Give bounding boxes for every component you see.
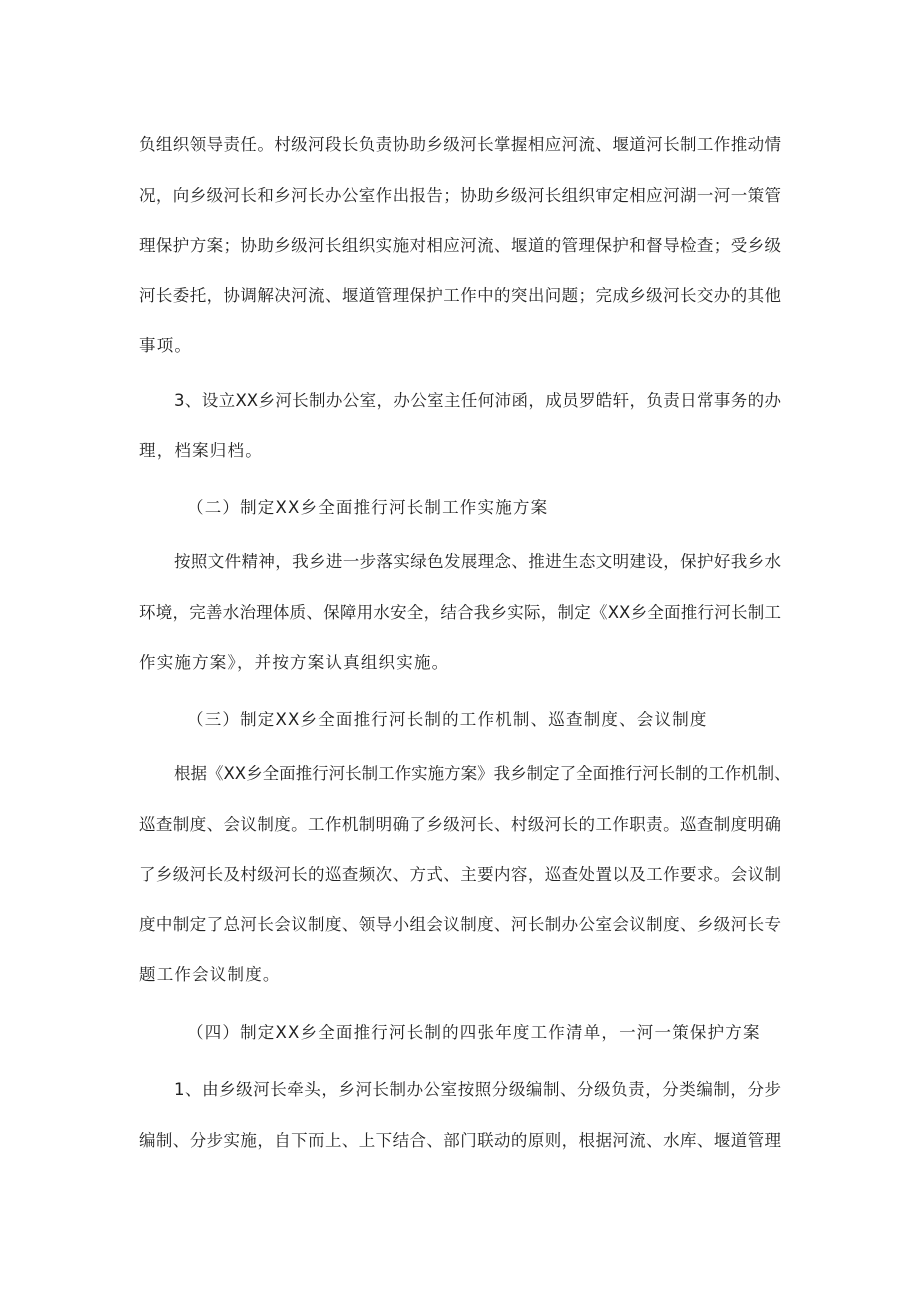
paragraph-line: 度中制定了总河长会议制度、领导小组会议制度、河长制办公室会议制度、乡级河长专 <box>139 915 781 934</box>
paragraph-line: 巡查制度、会议制度。工作机制明确了乡级河长、村级河长的工作职责。巡查制度明确 <box>139 815 781 834</box>
paragraph-line: 根据《XX乡全面推行河长制工作实施方案》我乡制定了全面推行河长制的工作机制、 <box>174 764 791 783</box>
section-heading: （二）制定XX乡全面推行河长制工作实施方案 <box>187 498 549 517</box>
paragraph-line: 按照文件精神，我乡进一步落实绿色发展理念、推进生态文明建设，保护好我乡水 <box>174 552 781 571</box>
paragraph-line: 河长委托，协调解决河流、堰道管理保护工作中的突出问题；完成乡级河长交办的其他 <box>139 286 781 305</box>
paragraph-line: 况，向乡级河长和乡河长办公室作出报告；协助乡级河长组织审定相应河湖一河一策管 <box>139 186 781 205</box>
section-heading: （四）制定XX乡全面推行河长制的四张年度工作清单，一河一策保护方案 <box>187 1023 761 1042</box>
paragraph-line: 事项。 <box>139 336 193 355</box>
paragraph-line: 环境，完善水治理体质、保障用水安全，结合我乡实际，制定《XX乡全面推行河长制工 <box>139 603 781 622</box>
paragraph-line: 1、由乡级河长牵头，乡河长制办公室按照分级编制、分级负责，分类编制，分步 <box>174 1080 781 1099</box>
paragraph-line: 编制、分步实施，自下而上、上下结合、部门联动的原则，根据河流、水库、堰道管理 <box>139 1131 781 1150</box>
paragraph-line: 3、设立XX乡河长制办公室，办公室主任何沛函，成员罗皓轩，负责日常事务的办 <box>174 391 781 410</box>
section-heading: （三）制定XX乡全面推行河长制的工作机制、巡查制度、会议制度 <box>187 710 708 729</box>
paragraph-line: 理保护方案；协助乡级河长组织实施对相应河流、堰道的管理保护和督导检查；受乡级 <box>139 236 781 255</box>
paragraph-line: 了乡级河长及村级河长的巡查频次、方式、主要内容，巡查处置以及工作要求。会议制 <box>139 865 781 884</box>
paragraph-line: 负组织领导责任。村级河段长负责协助乡级河长掌握相应河流、堰道河长制工作推动情 <box>139 135 781 154</box>
paragraph-line: 题工作会议制度。 <box>139 965 281 984</box>
paragraph-line: 理，档案归档。 <box>139 441 263 460</box>
paragraph-line: 作实施方案》，并按方案认真组织实施。 <box>139 653 450 672</box>
